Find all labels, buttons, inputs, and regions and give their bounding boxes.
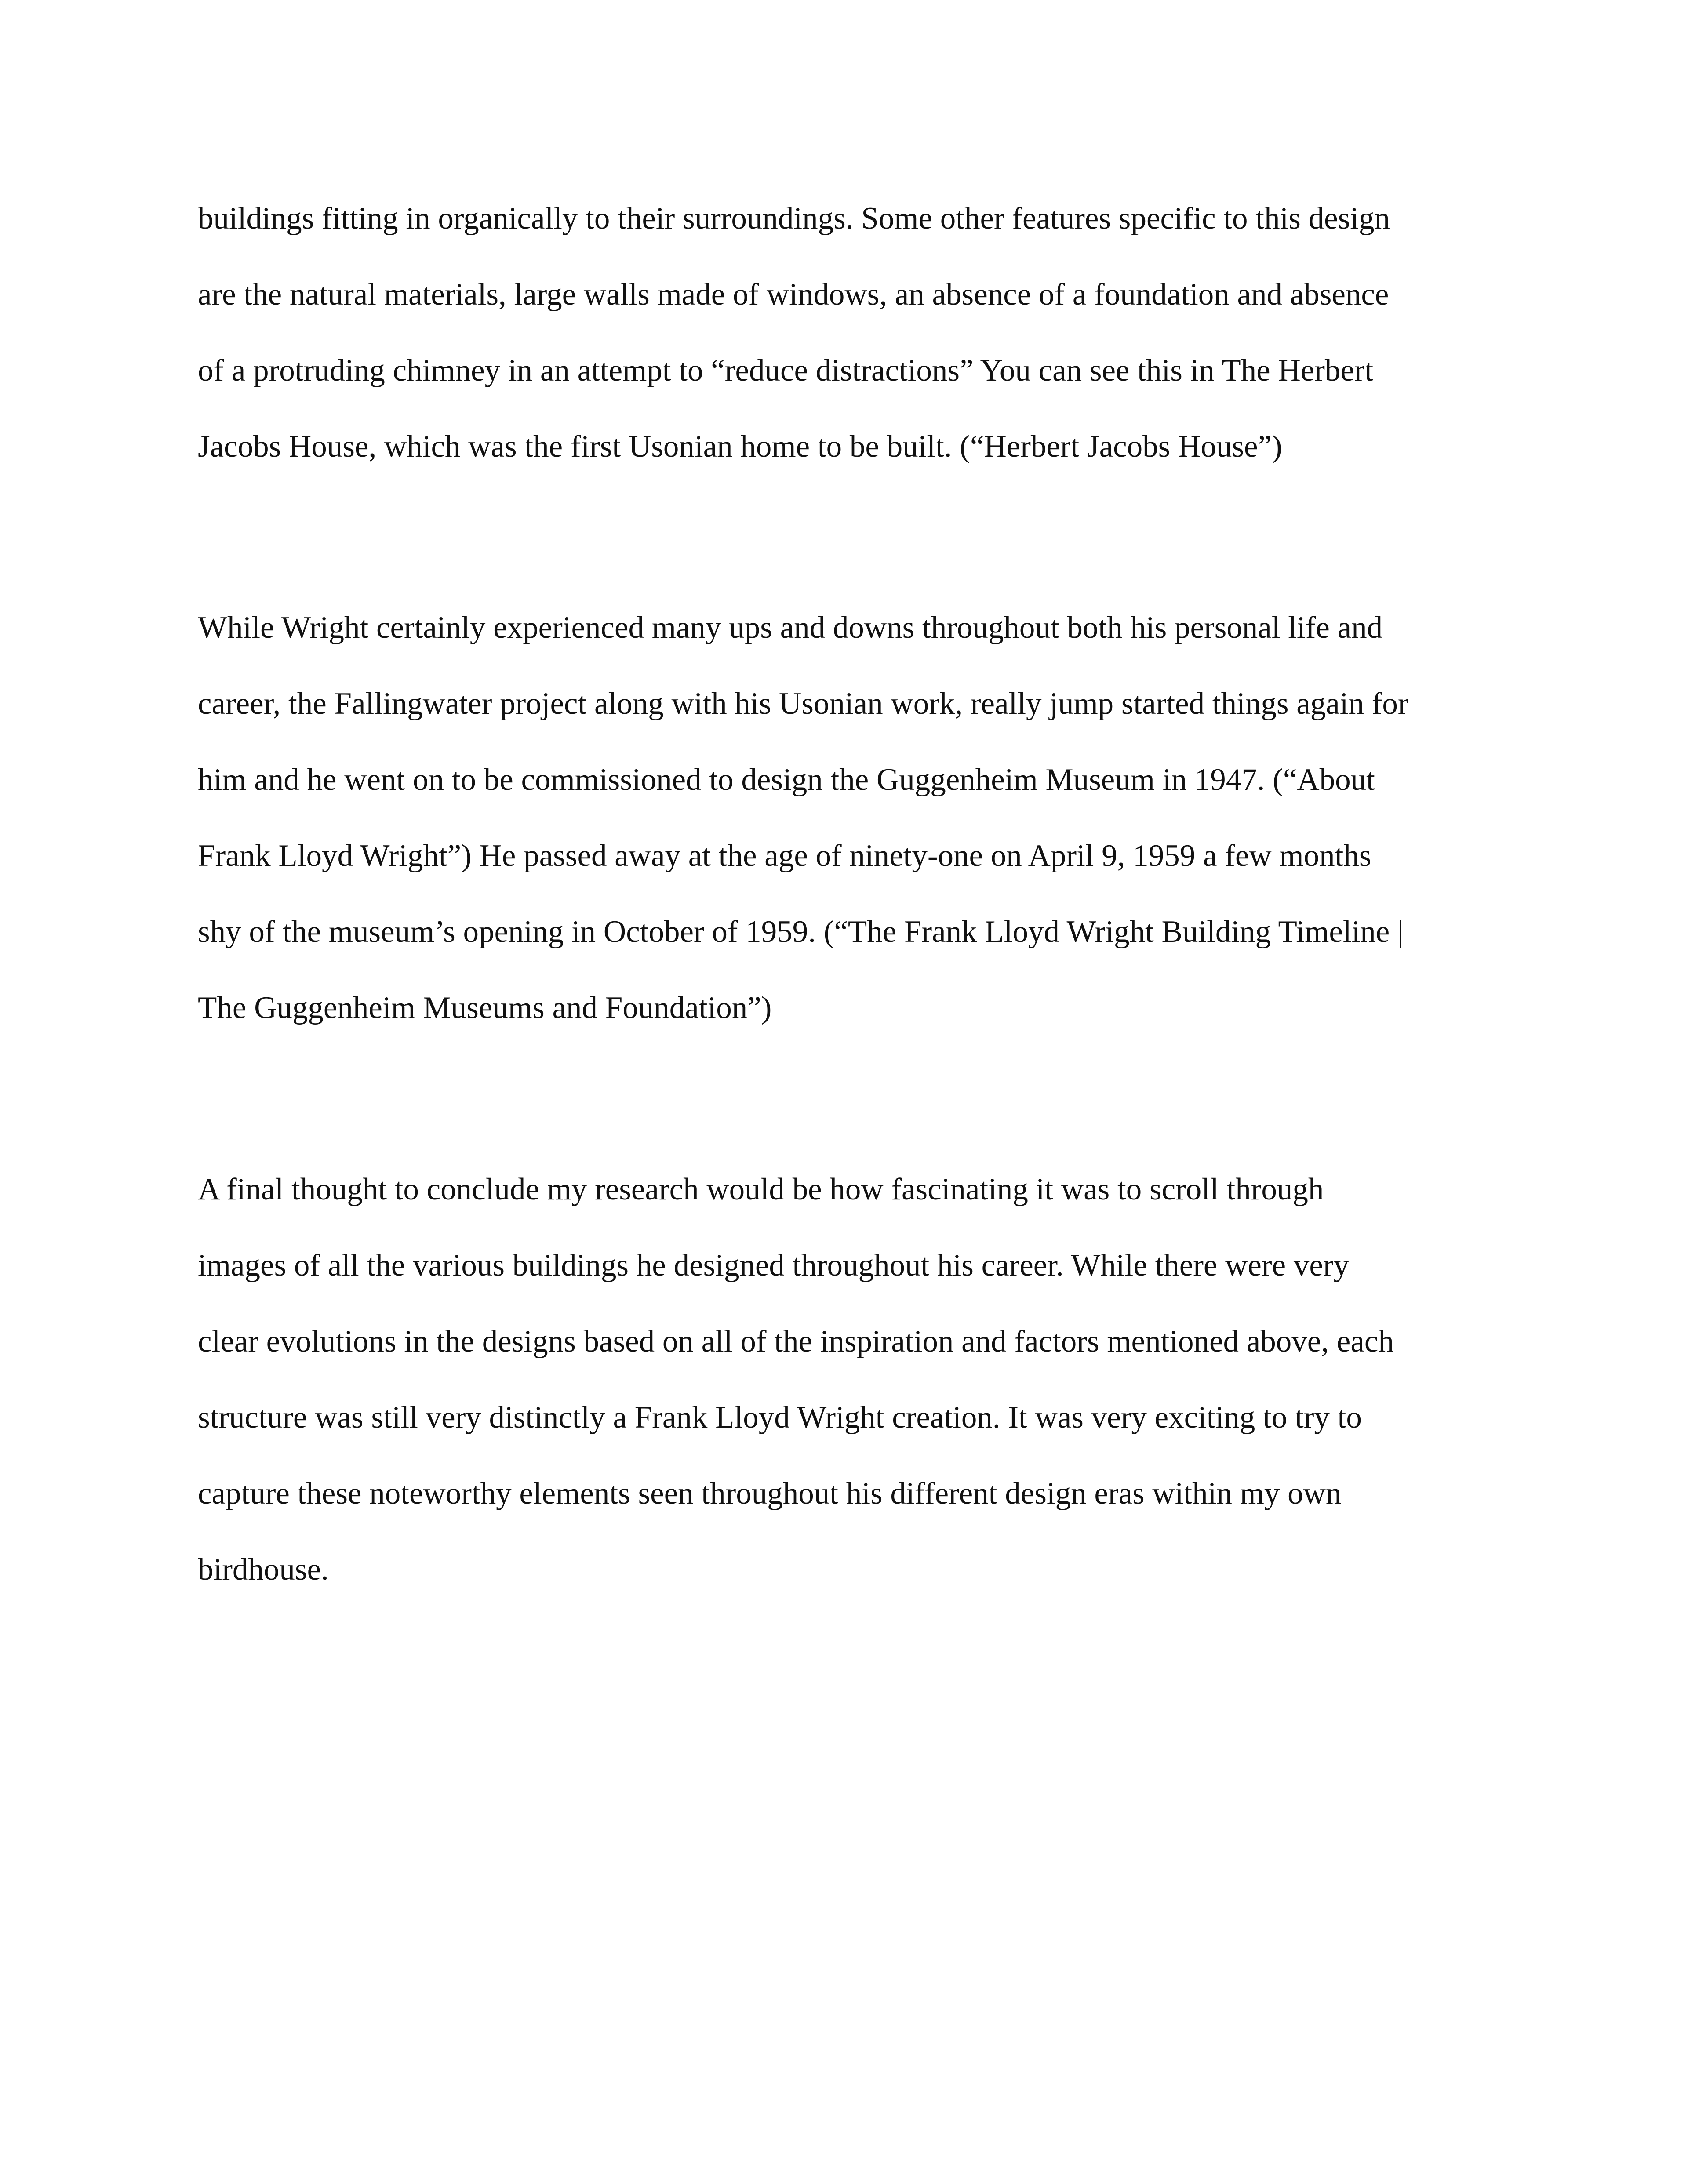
paragraph-line: While Wright certainly experienced many ups and downs throughout both his personal life and	[198, 611, 1383, 645]
paragraph-line: images of all the various buildings he designed throughout his career. While there were very	[198, 1248, 1349, 1283]
paragraph-line: of a protruding chimney in an attempt to “reduce distractions” You can see this in The Herbert	[198, 353, 1374, 388]
paragraph-line: Frank Lloyd Wright”) He passed away at the age of ninety-one on April 9, 1959 a few months	[198, 839, 1372, 873]
paragraph-line: birdhouse.	[198, 1552, 329, 1587]
paragraph-line: shy of the museum’s opening in October of 1959. (“The Frank Lloyd Wright Building Timeline |	[198, 915, 1404, 949]
paragraph-line: A final thought to conclude my research would be how fascinating it was to scroll through	[198, 1172, 1324, 1206]
paragraph-line: capture these noteworthy elements seen throughout his different design eras within my own	[198, 1476, 1342, 1511]
paragraph-line: The Guggenheim Museums and Foundation”)	[198, 991, 772, 1025]
paragraph-line: him and he went on to be commissioned to design the Guggenheim Museum in 1947. (“About	[198, 763, 1375, 797]
paragraph-line: buildings fitting in organically to their surroundings. Some other features specific to this design	[198, 201, 1390, 236]
paragraph-line: clear evolutions in the designs based on all of the inspiration and factors mentioned above, each	[198, 1324, 1394, 1359]
paragraph-line: structure was still very distinctly a Frank Lloyd Wright creation. It was very exciting to try to	[198, 1400, 1362, 1435]
paragraph-line: career, the Fallingwater project along with his Usonian work, really jump started things again for	[198, 687, 1408, 721]
paragraph-line: Jacobs House, which was the first Usonian home to be built. (“Herbert Jacobs House”)	[198, 429, 1282, 464]
paragraph-line: are the natural materials, large walls made of windows, an absence of a foundation and absence	[198, 277, 1389, 312]
